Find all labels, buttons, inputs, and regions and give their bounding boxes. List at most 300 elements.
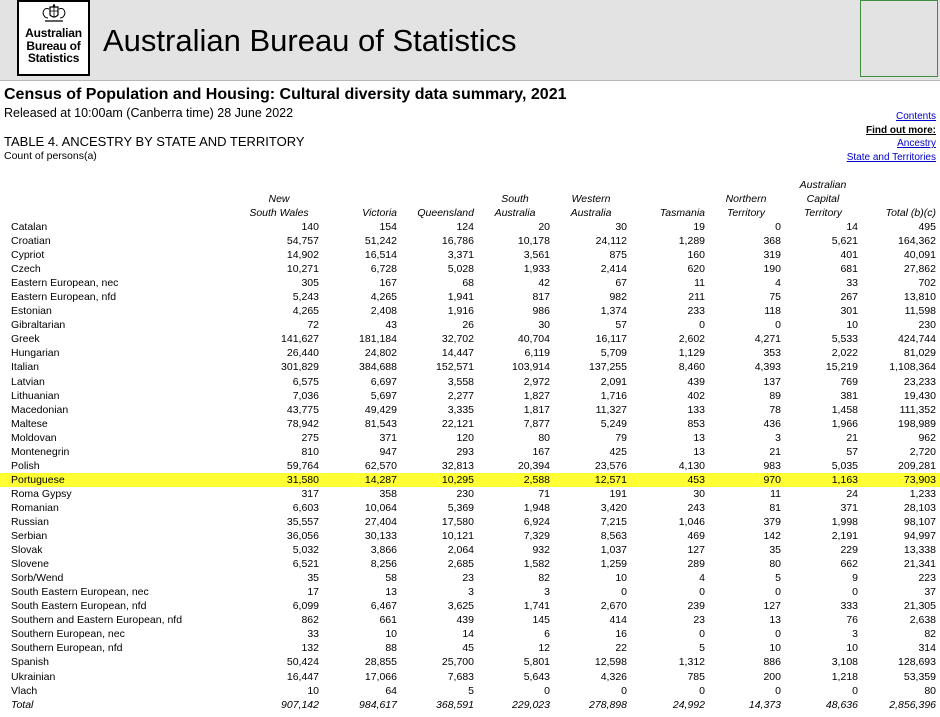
table-cell: 80 xyxy=(924,684,936,697)
table-cell: 0 xyxy=(699,684,705,697)
table-row[interactable] xyxy=(0,557,940,571)
table-cell: 48,636 xyxy=(825,698,858,711)
table-row[interactable] xyxy=(0,375,940,389)
table-cell: 141,627 xyxy=(281,333,319,346)
column-header: Queensland xyxy=(417,207,474,219)
table-cell: 58 xyxy=(385,572,397,585)
row-label: Czech xyxy=(11,263,41,276)
table-row[interactable] xyxy=(0,655,940,669)
table-cell: 6,467 xyxy=(370,600,397,613)
table-cell: 19,430 xyxy=(903,389,936,402)
table-cell: 1,233 xyxy=(909,487,936,500)
table-row[interactable] xyxy=(0,571,940,585)
column-header: Tasmania xyxy=(659,207,705,219)
table-cell: 1,827 xyxy=(523,389,550,402)
table-cell: 0 xyxy=(775,319,781,332)
row-label: South Eastern European, nec xyxy=(11,586,149,599)
row-label: Total xyxy=(11,698,34,711)
row-label: Romanian xyxy=(11,501,59,514)
table-cell: 1,312 xyxy=(678,656,705,669)
table-cell: 368,591 xyxy=(436,698,474,711)
column-header: South Australia xyxy=(494,193,536,219)
table-cell: 127 xyxy=(687,544,705,557)
table-cell: 10,178 xyxy=(517,235,550,248)
row-label: Russian xyxy=(11,515,49,528)
release-info: Released at 10:00am (Canberra time) 28 June 2022 xyxy=(4,106,294,120)
table-cell: 124 xyxy=(456,221,474,233)
row-label: Cypriot xyxy=(11,249,45,262)
logo-text: Australian Bureau of Statistics xyxy=(25,26,82,65)
contents-link[interactable]: Contents xyxy=(895,111,936,122)
table-cell: 24,112 xyxy=(595,235,627,248)
table-cell: 68 xyxy=(462,277,474,290)
table-cell: 6,728 xyxy=(370,263,397,276)
table-cell: 137,255 xyxy=(589,361,627,374)
table-cell: 3 xyxy=(775,431,781,444)
table-cell: 810 xyxy=(301,445,319,458)
row-label: Maltese xyxy=(11,417,48,430)
table-cell: 79 xyxy=(615,431,627,444)
table-cell: 23 xyxy=(462,572,474,585)
table-row[interactable] xyxy=(0,459,940,473)
table-cell: 80 xyxy=(538,431,550,444)
row-label: Estonian xyxy=(11,305,52,318)
table-cell: 13 xyxy=(769,614,781,627)
table-cell: 19 xyxy=(693,221,705,233)
row-label: Sorb/Wend xyxy=(11,572,64,585)
table-cell: 702 xyxy=(918,277,936,290)
table-row[interactable] xyxy=(0,332,940,346)
table-cell: 970 xyxy=(763,473,781,486)
table-cell: 72 xyxy=(307,319,319,332)
table-cell: 2,414 xyxy=(600,263,627,276)
table-cell: 2,091 xyxy=(600,375,627,388)
table-cell: 7,329 xyxy=(523,530,550,543)
table-cell: 20 xyxy=(538,221,550,233)
table-cell: 32,813 xyxy=(441,459,474,472)
table-cell: 2,602 xyxy=(678,333,705,346)
table-cell: 1,458 xyxy=(831,403,858,416)
table-cell: 267 xyxy=(840,291,858,304)
table-cell: 42 xyxy=(538,277,550,290)
table-cell: 50,424 xyxy=(286,656,319,669)
table-cell: 239 xyxy=(687,600,705,613)
table-cell: 17,066 xyxy=(364,670,397,683)
table-cell: 439 xyxy=(687,375,705,388)
table-cell: 35 xyxy=(307,572,319,585)
row-label: Polish xyxy=(11,459,40,472)
table-cell: 73,903 xyxy=(903,473,936,486)
table-cell: 6 xyxy=(544,628,550,641)
column-header: Total (b)(c) xyxy=(885,207,936,219)
table-cell: 2,670 xyxy=(600,600,627,613)
table-row[interactable] xyxy=(0,529,940,543)
row-label: Ukrainian xyxy=(11,670,56,683)
table-cell: 57 xyxy=(846,445,858,458)
table-cell: 402 xyxy=(687,389,705,402)
table-cell: 12,598 xyxy=(594,656,627,669)
table-cell: 2,588 xyxy=(523,473,550,486)
table-cell: 620 xyxy=(687,263,705,276)
coat-of-arms-icon xyxy=(41,4,67,24)
table-cell: 358 xyxy=(379,487,397,500)
table-cell: 9 xyxy=(852,572,858,585)
table-cell: 984,617 xyxy=(359,698,397,711)
column-header: Northern Territory xyxy=(725,193,767,219)
table-cell: 16,514 xyxy=(364,249,397,262)
table-cell: 3,108 xyxy=(831,656,858,669)
table-row[interactable] xyxy=(0,585,940,599)
table-cell: 681 xyxy=(840,263,858,276)
table-cell: 35 xyxy=(769,544,781,557)
table-cell: 6,924 xyxy=(523,515,550,528)
table-cell: 167 xyxy=(532,445,550,458)
table-cell: 27,862 xyxy=(903,263,936,276)
table-cell: 5,621 xyxy=(831,235,858,248)
table-cell: 1,289 xyxy=(678,235,705,248)
table-cell: 2,022 xyxy=(831,347,858,360)
table-cell: 2,191 xyxy=(831,530,858,543)
table-row[interactable] xyxy=(0,473,940,487)
table-cell: 1,998 xyxy=(831,515,858,528)
table-cell: 30 xyxy=(693,487,705,500)
table-cell: 14,447 xyxy=(441,347,474,360)
table-cell: 1,966 xyxy=(831,417,858,430)
table-cell: 5,801 xyxy=(523,656,550,669)
table-cell: 3,558 xyxy=(447,375,474,388)
table-cell: 8,256 xyxy=(370,558,397,571)
table-cell: 10 xyxy=(846,642,858,655)
table-cell: 3,335 xyxy=(447,403,474,416)
table-cell: 209,281 xyxy=(898,459,936,472)
table-cell: 1,163 xyxy=(831,473,858,486)
table-cell: 353 xyxy=(763,347,781,360)
table-cell: 67 xyxy=(615,277,627,290)
table-cell: 160 xyxy=(687,249,705,262)
table-cell: 167 xyxy=(379,277,397,290)
table-cell: 862 xyxy=(301,614,319,627)
table-cell: 0 xyxy=(544,684,550,697)
divider xyxy=(0,80,940,81)
table-cell: 10,064 xyxy=(364,501,397,514)
row-label: Eastern European, nec xyxy=(11,277,119,290)
side-links xyxy=(847,110,936,164)
table-cell: 384,688 xyxy=(359,361,397,374)
table-row[interactable] xyxy=(0,276,940,290)
table-cell: 128,693 xyxy=(898,656,936,669)
table-cell: 88 xyxy=(385,642,397,655)
table-cell: 243 xyxy=(687,501,705,514)
table-cell: 81 xyxy=(769,501,781,514)
table-cell: 333 xyxy=(840,600,858,613)
table-cell: 98,107 xyxy=(903,515,936,528)
table-row[interactable] xyxy=(0,304,940,318)
table-cell: 11 xyxy=(694,277,705,290)
table-cell: 23 xyxy=(693,614,705,627)
table-cell: 305 xyxy=(301,277,319,290)
table-row[interactable] xyxy=(0,389,940,403)
table-cell: 983 xyxy=(763,459,781,472)
table-cell: 35,557 xyxy=(286,515,319,528)
table-row[interactable] xyxy=(0,262,940,276)
table-cell: 886 xyxy=(763,656,781,669)
table-cell: 200 xyxy=(763,670,781,683)
table-cell: 314 xyxy=(918,642,936,655)
table-cell: 142 xyxy=(763,530,781,543)
table-cell: 5,028 xyxy=(447,263,474,276)
row-label: Roma Gypsy xyxy=(11,487,72,500)
table-cell: 94,997 xyxy=(903,530,936,543)
table-cell: 2,408 xyxy=(370,305,397,318)
table-cell: 11,327 xyxy=(595,403,627,416)
table-cell: 10,295 xyxy=(441,473,474,486)
table-cell: 145 xyxy=(532,614,550,627)
table-cell: 1,916 xyxy=(447,305,474,318)
table-cell: 7,215 xyxy=(600,515,627,528)
table-cell: 453 xyxy=(687,473,705,486)
table-cell: 12 xyxy=(538,642,550,655)
table-cell: 4,265 xyxy=(370,291,397,304)
table-row[interactable] xyxy=(0,684,940,698)
table-cell: 40,704 xyxy=(517,333,550,346)
table-cell: 932 xyxy=(532,544,550,557)
table-cell: 4 xyxy=(699,572,705,585)
table-title: TABLE 4. ANCESTRY BY STATE AND TERRITORY xyxy=(4,134,305,149)
table-cell: 36,056 xyxy=(286,530,319,543)
table-cell: 57 xyxy=(615,319,627,332)
table-cell: 33 xyxy=(307,628,319,641)
table-cell: 3,866 xyxy=(370,544,397,557)
table-cell: 0 xyxy=(852,684,858,697)
table-cell: 425 xyxy=(609,445,627,458)
table-cell: 2,720 xyxy=(909,445,936,458)
table-cell: 1,817 xyxy=(523,403,550,416)
table-row[interactable] xyxy=(0,403,940,417)
table-cell: 5,243 xyxy=(292,291,319,304)
table-cell: 24 xyxy=(846,487,858,500)
table-cell: 0 xyxy=(699,586,705,599)
table-cell: 5 xyxy=(468,684,474,697)
table-cell: 15,219 xyxy=(825,361,858,374)
table-cell: 1,933 xyxy=(523,263,550,276)
table-cell: 785 xyxy=(687,670,705,683)
row-label: Lithuanian xyxy=(11,389,60,402)
table-row[interactable] xyxy=(0,290,940,304)
table-cell: 51,242 xyxy=(364,235,397,248)
table-cell: 133 xyxy=(687,403,705,416)
table-cell: 26,440 xyxy=(286,347,319,360)
table-cell: 10 xyxy=(846,319,858,332)
table-cell: 43,775 xyxy=(286,403,319,416)
table-row[interactable] xyxy=(0,417,940,431)
table-cell: 14 xyxy=(846,221,858,233)
table-cell: 45 xyxy=(462,642,474,655)
table-row[interactable] xyxy=(0,431,940,445)
table-cell: 6,521 xyxy=(292,558,319,571)
table-cell: 120 xyxy=(456,431,474,444)
table-row[interactable] xyxy=(0,641,940,655)
table-cell: 469 xyxy=(687,530,705,543)
table-cell: 0 xyxy=(775,586,781,599)
row-label: South Eastern European, nfd xyxy=(11,600,147,613)
table-cell: 962 xyxy=(918,431,936,444)
table-cell: 229,023 xyxy=(512,698,550,711)
table-row[interactable] xyxy=(0,318,940,332)
table-cell: 198,989 xyxy=(898,417,936,430)
table-row[interactable] xyxy=(0,346,940,360)
table-cell: 1,948 xyxy=(523,501,550,514)
table-cell: 381 xyxy=(840,389,858,402)
table-cell: 1,129 xyxy=(678,347,705,360)
row-label: Slovene xyxy=(11,558,49,571)
table-cell: 22 xyxy=(615,642,627,655)
table-cell: 293 xyxy=(456,445,474,458)
row-label: Serbian xyxy=(11,530,48,543)
table-cell: 81,029 xyxy=(903,347,936,360)
row-label: Southern European, nfd xyxy=(11,642,123,655)
table-cell: 319 xyxy=(763,249,781,262)
table-cell: 54,757 xyxy=(286,235,319,248)
table-cell: 11,598 xyxy=(904,305,936,318)
table-cell: 17 xyxy=(307,586,319,599)
table-row[interactable] xyxy=(0,599,940,613)
table-cell: 13,338 xyxy=(903,544,936,557)
table-cell: 4,130 xyxy=(678,459,705,472)
table-cell: 229 xyxy=(840,544,858,557)
table-cell: 181,184 xyxy=(359,333,397,346)
table-cell: 14,902 xyxy=(286,249,319,262)
table-cell: 439 xyxy=(456,614,474,627)
table-cell: 7,683 xyxy=(447,670,474,683)
table-row[interactable] xyxy=(0,248,940,262)
table-cell: 16 xyxy=(615,628,627,641)
table-cell: 907,142 xyxy=(281,698,319,711)
table-cell: 191 xyxy=(609,487,627,500)
table-cell: 2,277 xyxy=(447,389,474,402)
table-cell: 986 xyxy=(532,305,550,318)
table-cell: 24,802 xyxy=(364,347,397,360)
table-cell: 23,233 xyxy=(903,375,936,388)
table-cell: 3 xyxy=(468,586,474,599)
table-cell: 78,942 xyxy=(286,417,319,430)
table-cell: 37 xyxy=(924,586,936,599)
table-row[interactable] xyxy=(0,487,940,501)
table-cell: 59,764 xyxy=(286,459,319,472)
table-cell: 43 xyxy=(385,319,397,332)
row-label: Croatian xyxy=(11,235,51,248)
table-cell: 10 xyxy=(769,642,781,655)
table-cell: 1,741 xyxy=(523,600,550,613)
table-cell: 2,638 xyxy=(909,614,936,627)
table-cell: 233 xyxy=(687,305,705,318)
table-cell: 211 xyxy=(688,291,705,304)
table-cell: 1,582 xyxy=(523,558,550,571)
table-cell: 230 xyxy=(456,487,474,500)
table-cell: 230 xyxy=(918,319,936,332)
row-label: Southern European, nec xyxy=(11,628,125,641)
table-cell: 5,533 xyxy=(831,333,858,346)
table-row[interactable] xyxy=(0,220,940,234)
table-cell: 0 xyxy=(621,586,627,599)
table-cell: 21,341 xyxy=(903,558,936,571)
table-row[interactable] xyxy=(0,670,940,684)
table-cell: 3,561 xyxy=(523,249,550,262)
table-cell: 28,103 xyxy=(903,501,936,514)
column-header: Victoria xyxy=(362,207,397,219)
table-cell: 6,099 xyxy=(292,600,319,613)
table-row[interactable] xyxy=(0,543,940,557)
table-cell: 5,032 xyxy=(292,544,319,557)
table-cell: 3 xyxy=(852,628,858,641)
table-cell: 154 xyxy=(379,221,397,233)
ancestry-link[interactable]: Ancestry xyxy=(897,138,936,149)
table-header xyxy=(0,174,940,220)
table-cell: 1,259 xyxy=(600,558,627,571)
table-cell: 32,702 xyxy=(441,333,474,346)
table-row[interactable] xyxy=(0,515,940,529)
row-label: Eastern European, nfd xyxy=(11,291,117,304)
total-row[interactable] xyxy=(0,698,940,712)
table-row[interactable] xyxy=(0,501,940,515)
table-row[interactable] xyxy=(0,234,940,248)
table-body xyxy=(0,220,940,712)
row-label: Macedonian xyxy=(11,403,69,416)
table-cell: 71 xyxy=(538,487,550,500)
table-cell: 1,037 xyxy=(600,544,627,557)
table-cell: 20,394 xyxy=(517,459,550,472)
table-row[interactable] xyxy=(0,613,940,627)
table-cell: 289 xyxy=(687,558,705,571)
table-row[interactable] xyxy=(0,445,940,459)
table-cell: 24,992 xyxy=(672,698,705,711)
table-cell: 6,603 xyxy=(292,501,319,514)
table-cell: 4,393 xyxy=(754,361,781,374)
table-cell: 40,091 xyxy=(903,249,936,262)
row-label: Southern and Eastern European, nfd xyxy=(11,614,183,627)
column-header: Australian Capital Territory xyxy=(799,179,847,219)
table-cell: 89 xyxy=(769,389,781,402)
table-cell: 1,218 xyxy=(831,670,858,683)
table-cell: 5,697 xyxy=(370,389,397,402)
table-cell: 301 xyxy=(840,305,858,318)
table-cell: 13,810 xyxy=(903,291,936,304)
table-cell: 7,036 xyxy=(292,389,319,402)
abs-logo[interactable] xyxy=(17,0,90,76)
table-cell: 21 xyxy=(846,431,858,444)
table-cell: 817 xyxy=(532,291,550,304)
banner xyxy=(0,0,940,80)
state-territories-link[interactable]: State and Territories xyxy=(846,151,936,163)
table-cell: 0 xyxy=(775,221,781,233)
table-cell: 5 xyxy=(699,642,705,655)
table-cell: 164,362 xyxy=(898,235,936,248)
table-cell: 5,035 xyxy=(831,459,858,472)
table-cell: 12,571 xyxy=(594,473,627,486)
table-cell: 5,709 xyxy=(600,347,627,360)
table-cell: 4 xyxy=(775,277,781,290)
table-cell: 25,700 xyxy=(441,656,474,669)
selected-cell-box[interactable] xyxy=(860,0,938,77)
table-cell: 11 xyxy=(770,487,781,500)
table-cell: 132 xyxy=(301,642,319,655)
table-cell: 424,744 xyxy=(898,333,936,346)
table-cell: 875 xyxy=(609,249,627,262)
table-cell: 3,625 xyxy=(447,600,474,613)
table-cell: 10 xyxy=(307,684,319,697)
table-row[interactable] xyxy=(0,627,940,641)
table-row[interactable] xyxy=(0,360,940,374)
table-cell: 13 xyxy=(693,445,705,458)
